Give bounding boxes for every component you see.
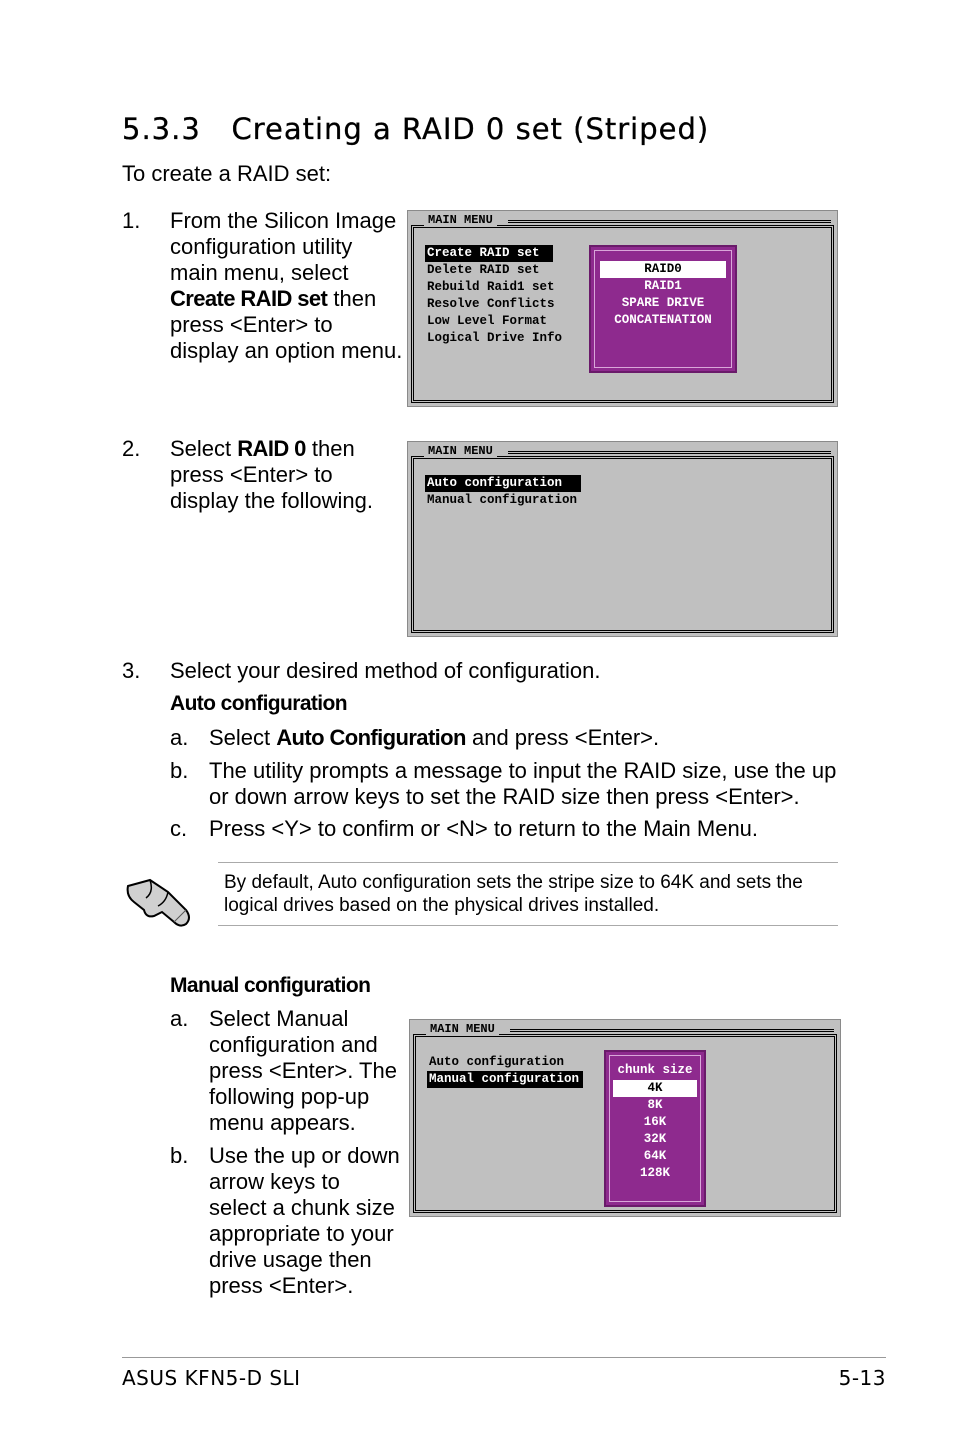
step-3-number: 3. [122, 658, 141, 683]
step-2-number: 2. [122, 436, 141, 461]
text-line: Select Manual [209, 1006, 349, 1031]
note-bottom-rule [218, 925, 838, 926]
menu-item[interactable]: Auto configuration [425, 475, 581, 492]
main-menu-list [425, 245, 562, 347]
auto-b-line: or down arrow keys to set the RAID size then press <Enter>. [209, 784, 800, 809]
main-menu-list [427, 1054, 583, 1088]
text-line: appropriate to your [209, 1221, 394, 1246]
auto-configuration-term: Auto Configuration [276, 725, 466, 750]
menu-item[interactable]: Rebuild Raid1 set [427, 280, 555, 294]
step-1-line [170, 286, 406, 312]
bios-screen-chunk-size [409, 1019, 841, 1217]
bios-screen-create-raid [407, 210, 838, 407]
menu-item[interactable]: Manual configuration [427, 493, 578, 507]
step-2-line: press <Enter> to [170, 462, 333, 487]
create-raid-set-term: Create RAID set [170, 286, 328, 311]
step-1-number: 1. [122, 208, 141, 233]
auto-config-heading: Auto configuration [170, 692, 348, 715]
auto-c-text: Press <Y> to confirm or <N> to return to the Main Menu. [209, 816, 759, 841]
menu-item[interactable]: Logical Drive Info [427, 331, 563, 345]
raid-type-popup [589, 245, 737, 373]
step-1-text [170, 208, 406, 364]
popup-option[interactable]: SPARE DRIVE [621, 296, 705, 310]
footer-rule [122, 1357, 886, 1358]
popup-option[interactable]: 16K [643, 1115, 667, 1129]
note-top-rule [218, 862, 838, 863]
menu-item[interactable]: Low Level Format [427, 314, 548, 328]
step-1-line: main menu, select [170, 260, 349, 285]
popup-option[interactable]: 64K [643, 1149, 667, 1163]
manual-a-label: a. [170, 1006, 189, 1031]
screen-title: MAIN MENU [424, 444, 497, 458]
step-2-line [170, 436, 406, 462]
chunk-size-popup [604, 1050, 706, 1207]
text-line: configuration and [209, 1032, 378, 1057]
step-2-line: display the following. [170, 488, 374, 513]
step-3-text: Select your desired method of configuration. [170, 658, 601, 683]
step-1-line: configuration utility [170, 234, 353, 259]
manual-a-text [209, 1006, 397, 1136]
bios-screen-config-method [407, 441, 838, 637]
title-rule [510, 1029, 834, 1032]
text-line: drive usage then [209, 1247, 372, 1272]
text-line: press <Enter>. The [209, 1058, 397, 1083]
hand-note-icon [124, 872, 194, 932]
raid-type-options [600, 261, 726, 329]
menu-item[interactable]: Auto configuration [429, 1055, 565, 1069]
step-1-line: press <Enter> to [170, 312, 333, 337]
popup-option[interactable]: 32K [643, 1132, 667, 1146]
auto-a-label: a. [170, 725, 189, 750]
menu-item[interactable]: Create RAID set [425, 245, 553, 262]
auto-b-line: The utility prompts a message to input the RAID size, use the up [209, 758, 837, 783]
popup-option[interactable]: 4K [613, 1080, 697, 1097]
popup-option[interactable]: RAID1 [644, 279, 682, 293]
title-rule [508, 451, 831, 454]
popup-option[interactable]: RAID0 [600, 261, 726, 278]
menu-item[interactable]: Manual configuration [427, 1071, 583, 1088]
manual-b-text [209, 1143, 400, 1299]
step-1-line: From the Silicon Image [170, 208, 397, 233]
section-heading: 5.3.3 Creating a RAID 0 set (Striped) [122, 112, 710, 146]
text-line: arrow keys to [209, 1169, 340, 1194]
text-line: following pop-up [209, 1084, 370, 1109]
footer-product-name: ASUS KFN5-D SLI [122, 1366, 301, 1390]
title-rule [508, 220, 831, 223]
note-line: By default, Auto configuration sets the stripe size to 64K and sets the [224, 872, 803, 893]
note-text [224, 871, 803, 917]
text-line: Use the up or down [209, 1143, 400, 1168]
manual-config-heading: Manual configuration [170, 974, 371, 997]
step-2-pre: Select [170, 436, 238, 461]
step-1-line: display an option menu. [170, 338, 403, 363]
auto-b-text [209, 758, 836, 810]
screen-title: MAIN MENU [424, 213, 497, 227]
chunk-size-options [613, 1080, 697, 1182]
text-line: press <Enter>. [209, 1273, 354, 1298]
screen-title: MAIN MENU [426, 1022, 499, 1036]
menu-item[interactable]: Resolve Conflicts [427, 297, 555, 311]
manual-b-label: b. [170, 1143, 189, 1168]
auto-b-label: b. [170, 758, 189, 783]
text-line: select a chunk size [209, 1195, 395, 1220]
popup-option[interactable]: CONCATENATION [614, 313, 712, 327]
intro-text: To create a RAID set: [122, 161, 332, 186]
menu-item[interactable]: Delete RAID set [427, 263, 540, 277]
step-1-line-rest: then [327, 286, 377, 311]
popup-option[interactable]: 8K [647, 1098, 663, 1112]
step-2-post: then [305, 436, 355, 461]
auto-a-text [209, 725, 659, 751]
text-line: menu appears. [209, 1110, 356, 1135]
popup-option[interactable]: 128K [639, 1166, 670, 1180]
main-menu-list [425, 475, 581, 509]
raid0-term: RAID 0 [237, 436, 306, 461]
auto-a-pre: Select [209, 725, 277, 750]
note-line: logical drives based on the physical drives installed. [224, 895, 660, 916]
chunk-size-title: chunk size [617, 1063, 693, 1077]
footer-page-number: 5-13 [838, 1366, 886, 1390]
step-2-text [170, 436, 406, 514]
auto-c-label: c. [170, 816, 188, 841]
auto-a-post: and press <Enter>. [465, 725, 660, 750]
